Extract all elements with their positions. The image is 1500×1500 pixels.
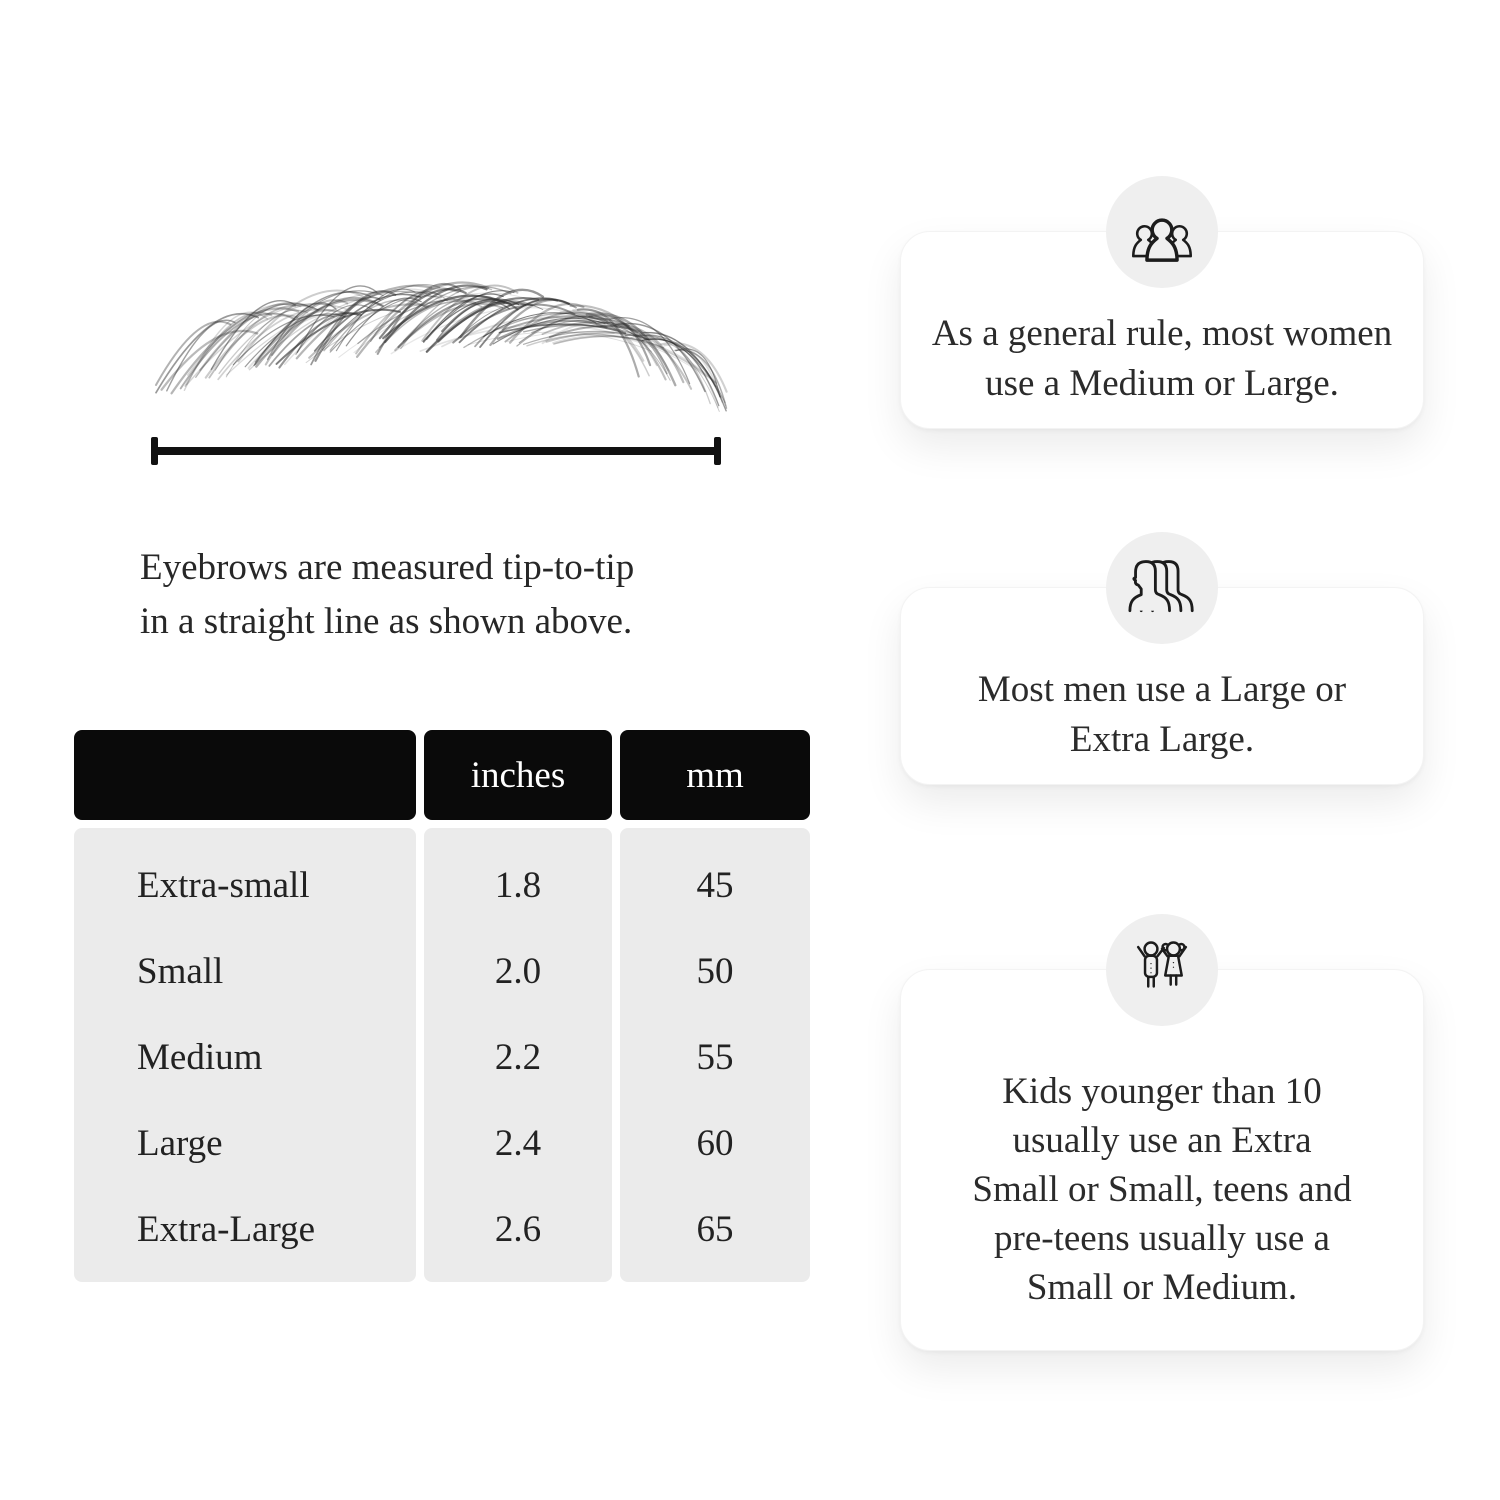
inches-column	[424, 828, 612, 1282]
card-text-line: Small or Small, teens and	[972, 1168, 1352, 1210]
size-table	[74, 730, 810, 1282]
icon-circle	[1106, 914, 1218, 1026]
table-cell-size: Extra-small	[137, 864, 310, 906]
card-men	[900, 587, 1424, 785]
table-cell-inches: 2.2	[494, 1036, 542, 1078]
inches-column-header: inches	[424, 730, 612, 820]
table-cell-mm: 50	[696, 950, 734, 992]
men-group-icon	[1128, 554, 1196, 622]
eyebrow-sketch-icon	[148, 250, 728, 415]
figure-caption-line: in a straight line as shown above.	[140, 601, 633, 642]
card-text-line: Kids younger than 10	[1002, 1070, 1322, 1112]
card-kids	[900, 969, 1424, 1351]
card-women-text	[901, 290, 1423, 428]
table-cell-size: Large	[137, 1122, 223, 1164]
card-text-line: use a Medium or Large.	[985, 363, 1339, 404]
size-column	[74, 828, 416, 1282]
women-group-icon	[1128, 198, 1196, 266]
icon-circle	[1106, 532, 1218, 644]
table-cell-size: Medium	[137, 1036, 263, 1078]
size-table-body	[74, 828, 810, 1282]
table-cell-mm: 60	[696, 1122, 734, 1164]
card-text-line: As a general rule, most women	[931, 313, 1393, 354]
mm-column	[620, 828, 810, 1282]
kids-icon	[1129, 937, 1195, 1003]
card-kids-text	[901, 1028, 1423, 1350]
eyebrow-illustration	[148, 250, 728, 415]
table-cell-size: Extra-Large	[137, 1208, 316, 1250]
table-cell-inches: 2.0	[494, 950, 542, 992]
icon-circle	[1106, 176, 1218, 288]
card-men-text	[901, 646, 1423, 784]
table-cell-inches: 2.4	[494, 1122, 542, 1164]
size-table-header	[74, 730, 810, 820]
table-cell-mm: 45	[696, 864, 734, 906]
card-women	[900, 231, 1424, 429]
table-cell-size: Small	[137, 950, 224, 992]
table-cell-mm: 65	[696, 1208, 734, 1250]
table-cell-inches: 2.6	[494, 1208, 542, 1250]
table-cell-inches: 1.8	[494, 864, 542, 906]
measurement-line	[151, 436, 721, 466]
mm-column-header: mm	[620, 730, 810, 820]
figure-caption-line: Eyebrows are measured tip-to-tip	[140, 547, 635, 588]
size-column-header	[74, 730, 416, 820]
figure-caption	[140, 541, 820, 649]
table-cell-mm: 55	[696, 1036, 734, 1078]
card-text-line: pre-teens usually use a	[994, 1217, 1330, 1259]
card-text-line: Small or Medium.	[1026, 1266, 1298, 1308]
card-text-line: usually use an Extra	[1012, 1119, 1312, 1161]
card-text-line: Most men use a Large or	[977, 669, 1347, 710]
measurement-line-icon	[151, 436, 721, 466]
card-text-line: Extra Large.	[1069, 719, 1255, 760]
